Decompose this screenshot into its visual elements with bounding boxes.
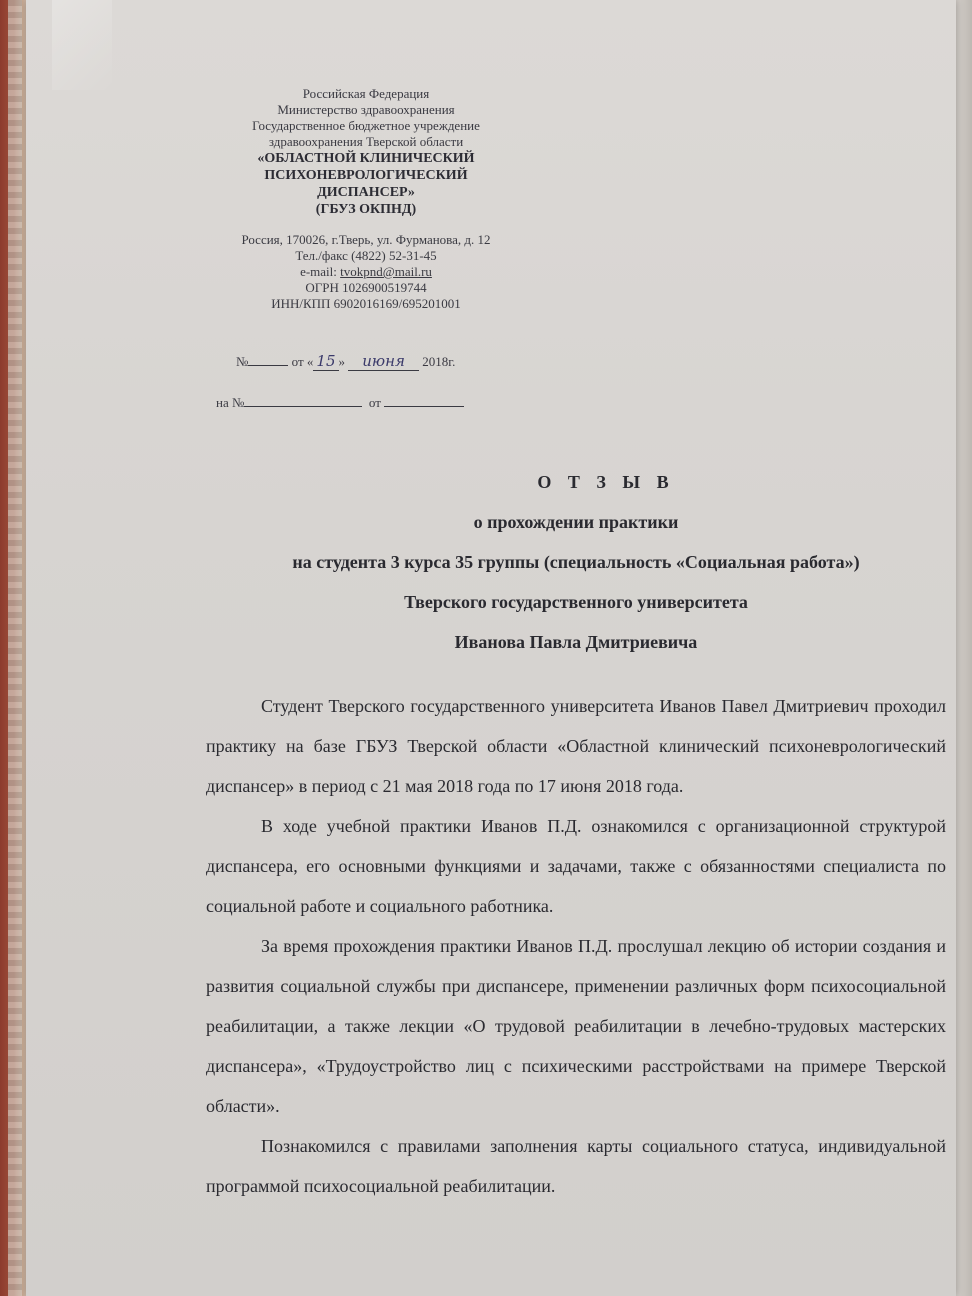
paragraph-3: За время прохождения практики Иванов П.Д. прослушал лекцию об истории создания и развития социальной службы при диспансере, применении различных форм психосоциальной реабилитации, а также лекции «О трудовой реабилитации в лечебно-трудовых мастерских диспансера», «Трудоустройство лиц с психическими расстройствами на примере Тверской области».	[206, 936, 946, 1116]
letterhead-ministry: Министерство здравоохранения	[277, 102, 455, 117]
letterhead-name-1: «ОБЛАСТНОЙ КЛИНИЧЕСКИЙ	[257, 151, 475, 166]
paragraph-2: В ходе учебной практики Иванов П.Д. ознакомился с организационной структурой диспансера, его основными функциями и задачами, также с обязанностями специалиста по социальной работе и социального работника.	[206, 816, 946, 916]
page-fold	[52, 0, 112, 90]
ref-day-handwritten: 15	[313, 352, 338, 371]
letterhead-address: Россия, 170026, г.Тверь, ул. Фурманова, д. 12	[241, 232, 491, 247]
letterhead-inn: ИНН/КПП 6902016169/695201001	[271, 296, 461, 311]
document-title	[176, 462, 972, 662]
ref-no-label: №	[236, 354, 249, 369]
plastic-sleeve-edge	[8, 0, 22, 1296]
ref-from2-blank	[384, 394, 464, 407]
letterhead-abbr: (ГБУЗ ОКПНД)	[315, 202, 417, 217]
letterhead-email-line	[176, 264, 556, 280]
letterhead-country: Российская Федерация	[302, 86, 430, 101]
title-heading: О Т З Ы В	[537, 472, 675, 492]
paragraph-4: Познакомился с правилами заполнения карты социального статуса, индивидуальной программой психосоциальной реабилитации.	[206, 1136, 946, 1196]
letterhead-ogrn: ОГРН 1026900519744	[305, 280, 427, 295]
letterhead	[176, 86, 556, 312]
letterhead-name-2: ПСИХОНЕВРОЛОГИЧЕСКИЙ	[264, 168, 468, 183]
reference-incoming-line	[216, 394, 464, 411]
reference-number-line	[236, 352, 455, 370]
ref-year: 2018г.	[422, 354, 456, 369]
document-page	[26, 0, 956, 1296]
ref-on-blank	[244, 394, 362, 407]
title-line-4: Тверского государственного университета	[404, 592, 748, 612]
letterhead-name-3: ДИСПАНСЕР»	[317, 185, 415, 200]
email-label: e-mail:	[300, 264, 341, 279]
ref-quote-close: »	[338, 354, 346, 369]
title-line-3: на студента 3 курса 35 группы (специальность «Социальная работа»)	[292, 552, 860, 572]
letterhead-phone: Тел./факс (4822) 52-31-45	[295, 248, 437, 263]
title-line-2: о прохождении практики	[473, 512, 679, 532]
ref-on-label: на №	[216, 395, 245, 410]
email-value: tvokpnd@mail.ru	[340, 264, 432, 279]
ref-no-blank	[248, 353, 288, 366]
letterhead-institution-2: здравоохранения Тверской области	[268, 134, 464, 149]
ref-from-label: от «	[291, 354, 314, 369]
letterhead-institution-1: Государственное бюджетное учреждение	[252, 118, 480, 133]
ref-from2-label: от	[368, 395, 381, 410]
paragraph-1: Студент Тверского государственного университета Иванов Павел Дмитриевич проходил практику на базе ГБУЗ Тверской области «Областной клинический психоневрологический диспансер» в период с 21 мая 2018 года по 17 июня 2018 года.	[206, 696, 946, 796]
title-line-5: Иванова Павла Дмитриевича	[454, 632, 698, 652]
document-body	[206, 686, 946, 1206]
ref-month-handwritten: июня	[348, 352, 419, 371]
